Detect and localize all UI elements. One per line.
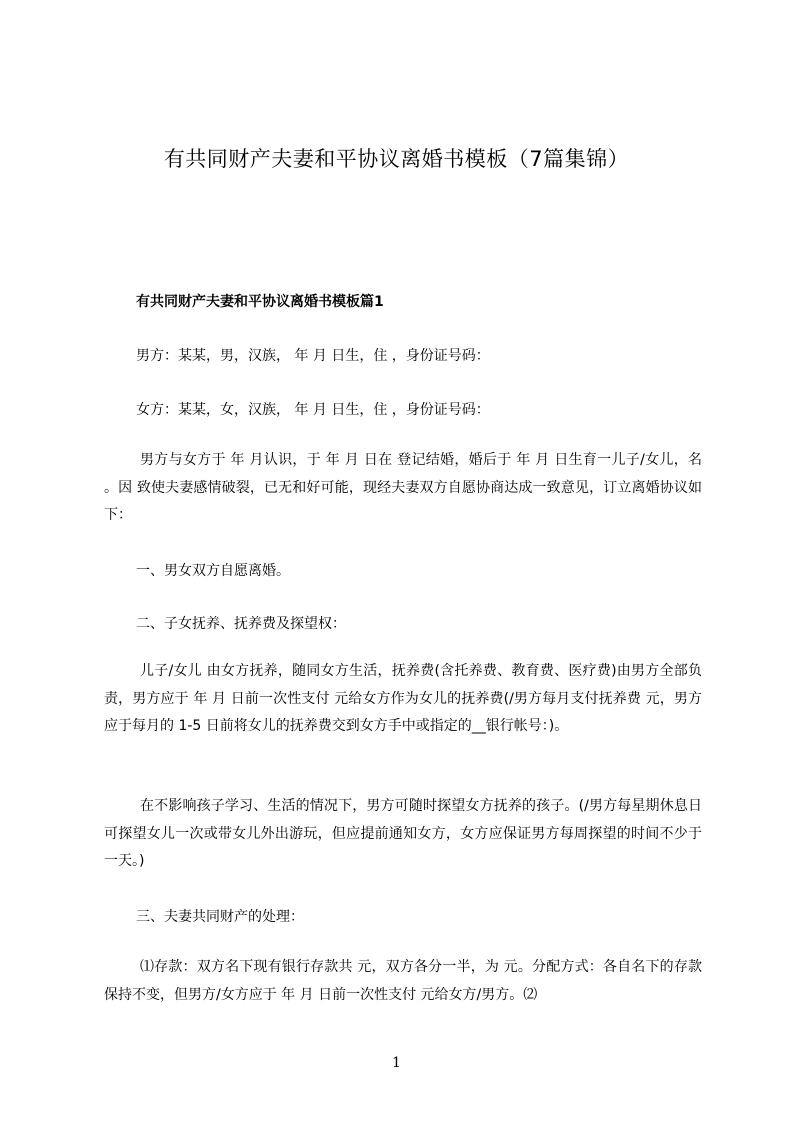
intro-paragraph: 男方与女方于 年 月认识，于 年 月 日在 登记结婚，婚后于 年 月 日生育一儿子/女儿，名 。因 致使夫妻感情破裂，已无和好可能，现经夫妻双方自愿协商达成一致意见，订立离婚协议如下：	[104, 452, 702, 523]
visitation-paragraph: 在不影响孩子学习、生活的情况下，男方可随时探望女方抚养的孩子。(/男方每星期休息日可探望女儿一次或带女儿外出游玩，但应提前通知女方，女方应保证男方每周探望的时间不少于一天。)	[104, 798, 702, 869]
document-title: 有共同财产夫妻和平协议离婚书模板（7篇集锦）	[163, 147, 630, 171]
section-heading: 有共同财产夫妻和平协议离婚书模板篇1	[136, 294, 384, 310]
deposit-paragraph: ⑴存款：双方名下现有银行存款共 元，双方各分一半，为 元。分配方式：各自名下的存款保持不变，但男方/女方应于 年 月 日前一次性支付 元给女方/男方。⑵	[104, 959, 702, 1003]
man-info-line: 男方：某某，男，汉族， 年 月 日生，住 ，身份证号码：	[136, 348, 490, 364]
woman-info-line: 女方：某某，女，汉族， 年 月 日生，住 ，身份证号码：	[136, 402, 490, 418]
clause-2: 二、子女抚养、抚养费及探望权：	[136, 616, 346, 632]
page-number: 1	[392, 1055, 401, 1071]
clause-3: 三、夫妻共同财产的处理：	[136, 909, 304, 925]
clause-1: 一、男女双方自愿离婚。	[136, 563, 290, 579]
custody-paragraph: 儿子/女儿 由女方抚养，随同女方生活，抚养费(含托养费、教育费、医疗费)由男方全部负责，男方应于 年 月 日前一次性支付 元给女方作为女儿的抚养费(/男方每月支付抚养费 元，男方应于每月的 1-5 日前将女儿的抚养费交到女方手中或指定的__银行帐号：)。	[104, 663, 702, 734]
